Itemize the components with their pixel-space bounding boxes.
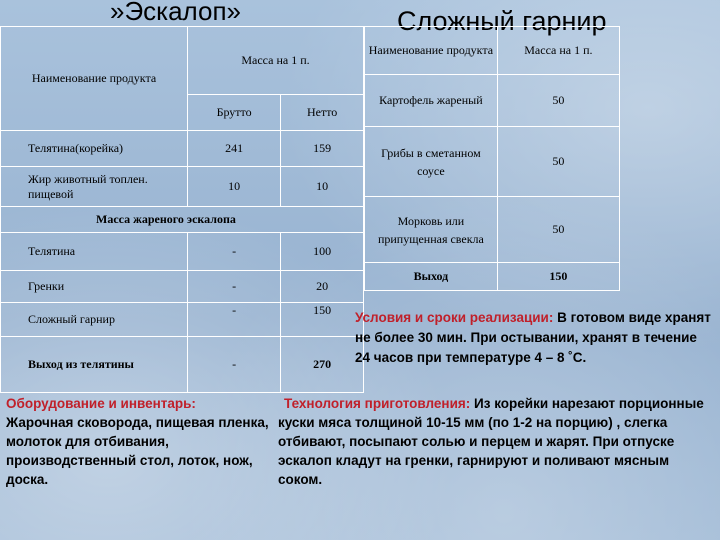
garnish-yield-row [365, 263, 620, 291]
garnish-mass: 50 [497, 75, 619, 127]
garnish-mass: 50 [497, 127, 619, 197]
garnish-name: Картофель жареный [365, 75, 498, 127]
yield-row [1, 337, 364, 393]
equipment-block [6, 394, 276, 489]
escalope-recipe-table [0, 26, 364, 393]
row-netto: 100 [281, 233, 364, 271]
yield-netto: 270 [281, 337, 364, 393]
table-row [1, 131, 364, 167]
table-row [365, 197, 620, 263]
storage-conditions [355, 308, 715, 368]
garnish-col-mass-header: Масса на 1 п. [497, 27, 619, 75]
table-row [1, 233, 364, 271]
row-name: Телятина [1, 233, 188, 271]
garnish-name: Морковь или припущенная свекла [365, 197, 498, 263]
left-title: »Эскалоп» [110, 0, 242, 26]
conditions-heading: Условия и сроки реализации: [355, 310, 554, 325]
row-brutto: 10 [188, 167, 281, 207]
row-name: Жир животный топлен. пищевой [1, 167, 188, 207]
row-brutto: 241 [188, 131, 281, 167]
row-netto: 159 [281, 131, 364, 167]
table-row [1, 271, 364, 303]
row-brutto: - [188, 303, 281, 337]
row-name: Гренки [1, 271, 188, 303]
row-brutto: - [188, 271, 281, 303]
garnish-yield-mass: 150 [497, 263, 619, 291]
yield-name: Выход из телятины [1, 337, 188, 393]
yield-brutto: - [188, 337, 281, 393]
equipment-heading: Оборудование и инвентарь: [6, 396, 196, 411]
technology-text: Из корейки нарезают порционные куски мяса толщиной 10-15 мм (по 1-2 на порцию) , слегка отбивают, посыпают солью и перцем и жарят. При отпуске эскалоп кладут на гренки, гарнируют и поливают мясным соком. [278, 396, 704, 487]
table-row [1, 167, 364, 207]
col-product-header: Наименование продукта [1, 27, 188, 131]
garnish-table [364, 26, 620, 291]
garnish-name: Грибы в сметанном соусе [365, 127, 498, 197]
technology-heading: Технология приготовления: [284, 396, 471, 411]
conditions-text: В готовом виде хранят не более 30 мин. При остывании, хранят в течение 24 часов при температуре 4 – 8 ˚С. [355, 310, 711, 365]
col-mass-header: Масса на 1 п. [188, 27, 364, 95]
row-brutto: - [188, 233, 281, 271]
row-netto: 150 [281, 303, 364, 337]
table-row [365, 127, 620, 197]
garnish-yield-name: Выход [365, 263, 498, 291]
table-row [1, 303, 364, 337]
equipment-text: Жарочная сковорода, пищевая пленка, молоток для отбивания, производственный стол, лоток, нож, доска. [6, 415, 269, 487]
right-title: Сложный гарнир [397, 6, 607, 36]
row-name: Телятина(корейка) [1, 131, 188, 167]
table-row [365, 75, 620, 127]
col-netto-header: Нетто [281, 95, 364, 131]
technology-block [278, 394, 716, 489]
row-name: Сложный гарнир [1, 303, 188, 337]
garnish-col-product-header: Наименование продукта [365, 27, 498, 75]
col-brutto-header: Брутто [188, 95, 281, 131]
row-netto: 10 [281, 167, 364, 207]
garnish-mass: 50 [497, 197, 619, 263]
row-netto: 20 [281, 271, 364, 303]
section-title: Масса жареного эскалопа [1, 207, 364, 233]
